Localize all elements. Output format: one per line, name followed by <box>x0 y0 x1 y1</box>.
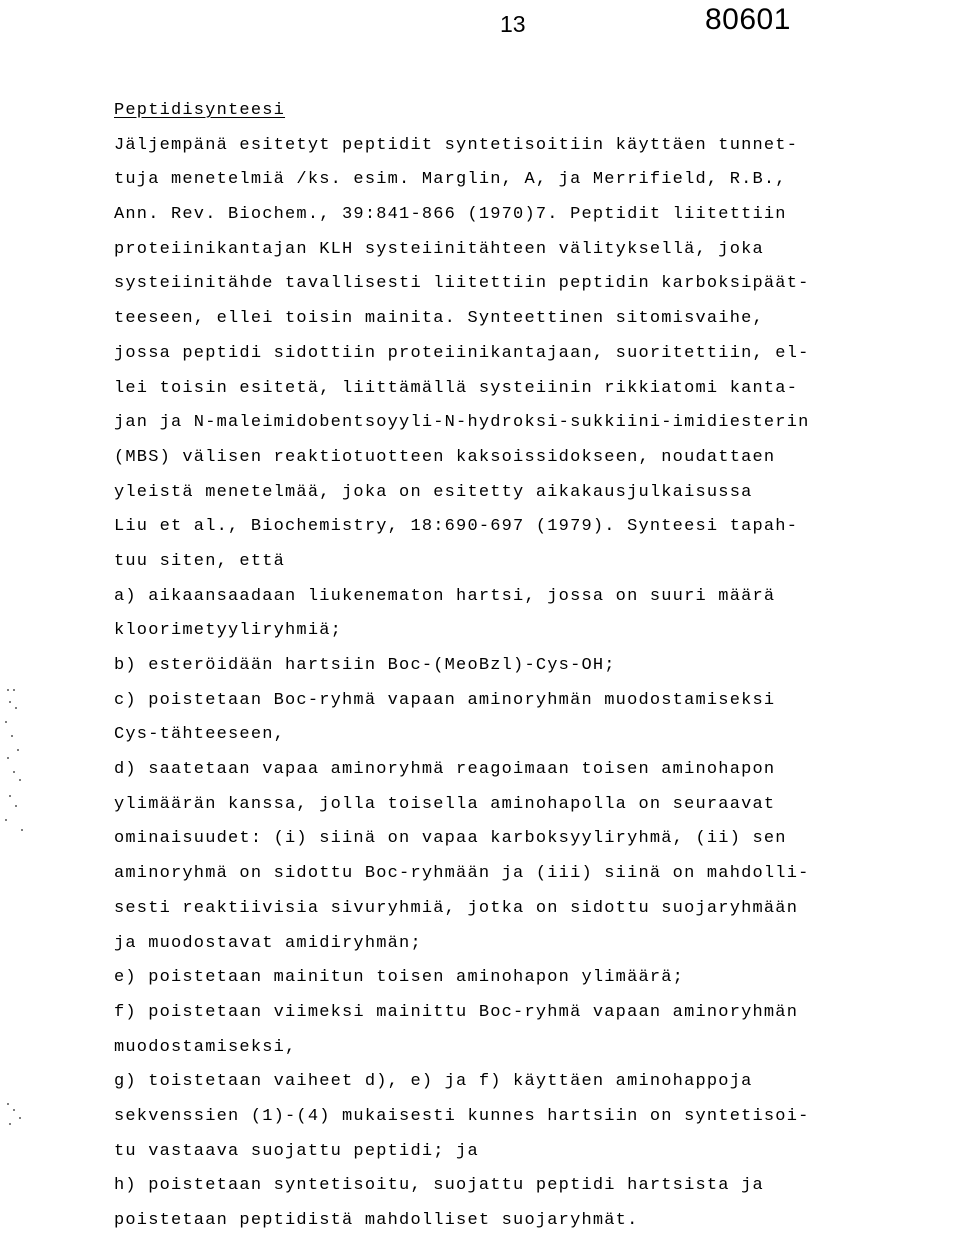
list-item-g: g) toistetaan vaiheet d), e) ja f) käyttäen aminohappoja <box>114 1072 753 1092</box>
document-body <box>114 94 960 1239</box>
text-line: ominaisuudet: (i) siinä on vapaa karboksyyliryhmä, (ii) sen <box>114 829 787 849</box>
list-item-c: c) poistetaan Boc-ryhmä vapaan aminoryhmän muodostamiseksi <box>114 690 776 710</box>
text-line: aminoryhmä on sidottu Boc-ryhmään ja (iii) siinä on mahdolli- <box>114 864 810 884</box>
list-item-b: b) esteröidään hartsiin Boc-(MeoBzl)-Cys-OH; <box>114 656 616 675</box>
text-line: jan ja N-maleimidobentsoyyli-N-hydroksi-sukkiini-imidiesterin <box>114 413 810 433</box>
text-line: Liu et al., Biochemistry, 18:690-697 (1979). Synteesi tapah- <box>114 517 799 537</box>
text-line: kloorimetyyliryhmiä; <box>114 621 343 641</box>
text-line: muodostamiseksi, <box>114 1037 297 1057</box>
text-line: tuja menetelmiä /ks. esim. Marglin, A, ja Merrifield, R.B., <box>114 170 787 190</box>
text-line: systeiinitähde tavallisesti liitettiin peptidin karboksipäät- <box>114 274 810 294</box>
text-line: poistetaan peptidistä mahdolliset suojaryhmät. <box>114 1211 639 1230</box>
text-line: teeseen, ellei toisin mainita. Synteettinen sitomisvaihe, <box>114 309 764 329</box>
page-number: 13 <box>500 11 526 37</box>
text-line: Jäljempänä esitetyt peptidit syntetisoitiin käyttäen tunnet- <box>114 135 799 155</box>
list-item-f: f) poistetaan viimeksi mainittu Boc-ryhmä vapaan aminoryhmän <box>114 1002 799 1022</box>
list-item-d: d) saatetaan vapaa aminoryhmä reagoimaan toisen aminohapon <box>114 760 776 780</box>
text-line: sekvenssien (1)-(4) mukaisesti kunnes hartsiin on syntetisoi- <box>114 1106 810 1126</box>
margin-scan-specks <box>0 0 40 1234</box>
text-line: Ann. Rev. Biochem., 39:841-866 (1970)7. Peptidit liitettiin <box>114 205 787 225</box>
text-line: ylimäärän kanssa, jolla toisella aminohapolla on seuraavat <box>114 794 776 814</box>
text-line: jossa peptidi sidottiin proteiinikantajaan, suoritettiin, el- <box>114 343 810 363</box>
text-line: Cys-tähteeseen, <box>114 725 286 745</box>
text-line: tuu siten, että <box>114 551 286 571</box>
text-line: proteiinikantajan KLH systeiinitähteen välityksellä, joka <box>114 239 764 259</box>
text-line: tu vastaava suojattu peptidi; ja <box>114 1141 479 1161</box>
text-line: sesti reaktiivisia sivuryhmiä, jotka on sidottu suojaryhmään <box>114 898 799 918</box>
section-heading: Peptidisynteesi <box>114 101 286 120</box>
text-line: lei toisin esitetä, liittämällä systeiinin rikkiatomi kanta- <box>114 378 799 398</box>
text-line: ja muodostavat amidiryhmän; <box>114 933 422 953</box>
text-line: (MBS) välisen reaktiotuotteen kaksoissidokseen, noudattaen <box>114 447 776 467</box>
document-number: 80601 <box>705 3 791 36</box>
list-item-e: e) poistetaan mainitun toisen aminohapon ylimäärä; <box>114 968 685 988</box>
text-line: yleistä menetelmää, joka on esitetty aikakausjulkaisussa <box>114 482 753 502</box>
list-item-h: h) poistetaan syntetisoitu, suojattu peptidi hartsista ja <box>114 1176 764 1196</box>
list-item-a: a) aikaansaadaan liukenematon hartsi, jossa on suuri määrä <box>114 586 776 606</box>
